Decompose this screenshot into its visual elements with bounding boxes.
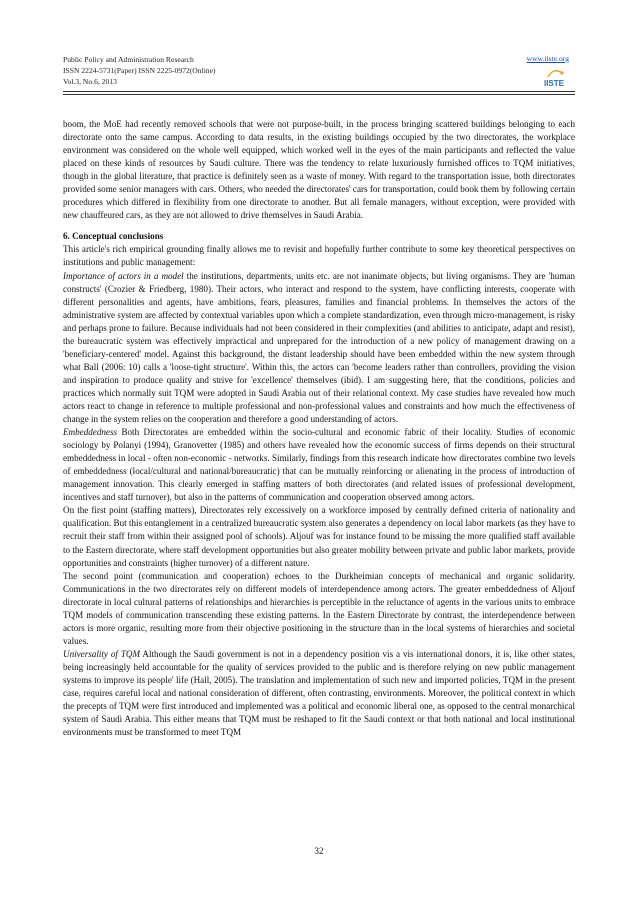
iiste-logo xyxy=(540,67,568,89)
paragraph-embeddedness xyxy=(63,426,575,504)
paragraph-intro: This article's rich empirical grounding finally allows me to revisit and hopefully further contribute to some key theoretical perspectives on institutions and public management: xyxy=(63,244,575,268)
volume-line: Vol.3, No.6, 2013 xyxy=(63,77,117,86)
header-rule-top xyxy=(63,91,575,92)
text-embeddedness: Both Directorates are embedded within the socio-cultural and economic fabric of their locality. Studies of economic sociology by Polanyi (1994), Granovetter (1985) and others have revealed how the economic success of firms depends on their structural embeddedness in local - often non-economic - networks. Similarly, findings from this research indicate how directorates combine two levels of embeddedness (local/cultural and national/bureaucratic) that can be mutually reinforcing or alienating in the process of introduction of management innovation. This clearly emerged in staffing matters of both directorates (and related issues of professional development, incentives and staff turnover), but also in the patterns of communication and cooperation observed among actors. xyxy=(63,427,575,503)
term-embeddedness: Embeddedness xyxy=(63,427,118,438)
article-body xyxy=(63,118,575,739)
issn-line: ISSN 2224-5731(Paper) ISSN 2225-0972(Online) xyxy=(63,66,216,75)
paragraph-universality xyxy=(63,648,575,739)
section-heading: 6. Conceptual conclusions xyxy=(63,231,164,242)
page-number: 32 xyxy=(314,846,324,856)
text-universality: Although the Saudi government is not in a dependency position vis a vis international donors, it is, like other states, being increasingly held accountable for the quality of services provided to the public and is therefore relying on new public management systems to improve its people' life (Hall, 2005). The translation and implementation of such new and imported policies, TQM in the present case, requires careful local and national consideration of different, often contrasting, environments. Moreover, the political context in which the precepts of TQM were first introduced and implemented was a political and economic liberal one, as opposed to the central monarchical system of Saudi Arabia. This either means that TQM must be reshaped to fit the Saudi context or that both national and local institutional environments must be transformed to meet TQM xyxy=(63,648,576,738)
paragraph-communication: The second point (communication and cooperation) echoes to the Durkheimian concepts of mechanical and organic solidarity. Communications in the two directorates rely on different models of interdependence among actors. The greater embeddedness of Aljouf directorate in local cultural patterns of relationships and hierarchies is perceptible in the reluctance of agents in the various units to embrace TQM models of communication transcending these existing patterns. In the Eastern Directorate by contrast, the interdependence between actors is more organic, resulting more from their objective positioning in the structure than in the local systems of hierarchies and societal values. xyxy=(63,570,575,646)
journal-header xyxy=(63,54,216,87)
paragraph-actors xyxy=(63,270,575,427)
header-rule-bottom xyxy=(63,94,575,95)
term-actors: Importance of actors in a model xyxy=(63,270,184,281)
journal-url-link[interactable]: www.iiste.org xyxy=(526,54,569,63)
paragraph-staffing: On the first point (staffing matters), Directorates rely excessively on a workforce imposed by centrally defined criteria of nationality and qualification. But this entanglement in a centralized bureaucratic system also generates a dependency on local labor markets (as they have to recruit their staff from within their assigned pool of schools). Aljouf was for instance found to be missing the more qualified staff available to the Eastern directorate, where staff development opportunities but also greater mobility between private and public labor markets, provide opportunities and constraints (higher turnover) of a different nature. xyxy=(63,505,575,568)
term-universality: Universality of TQM xyxy=(63,648,141,659)
text-actors: the institutions, departments, units etc. are not inanimate objects, but living organisms. They are 'human constructs' (Crozier & Friedberg, 1980). Their actors, who interact and respond to the system, have conflicting interests, cooperate with different personalities and agents, have ambitions, fears, pleasures, families and financial problems. In themselves the actors of the administrative system are affected by contextual variables upon which a complete standardization, even through micro-management, is risky and perhaps prone to failure. Because individuals had not been considered in their complexities (and abilities to anticipate, adapt and resist), the bureaucratic system was effectively impractical and unprepared for the introduction of a new policy of management drawing on a 'beneficiary-centered' model. Against this background, the distant leadership should have been embedded within the new system through what Ball (2006: 10) calls a 'loose-tight structure'. Within this, the actors can 'become leaders rather than controllers, providing the vision and inspiration to produce quality and strive for 'excellence' themselves (ibid). I am suggesting here, that the conditions, policies and practices which normally suit TQM were adopted in Saudi Arabia out of their relational context. My case studies have revealed how much actors react to change in reference to multiple professional and non-professional values and constraints and how much the effectiveness of change in the system relies on the cooperation and therefore a good understanding of actors. xyxy=(63,270,575,425)
logo-text: IISTE xyxy=(543,79,565,88)
journal-title: Public Policy and Administration Research xyxy=(63,55,194,64)
paragraph-transport: boom, the MoE had recently removed schools that were not purpose-built, in the process bringing scattered buildings belonging to each directorate onto the same campus. According to data results, in the existing buildings occupied by the two directorates, the workplace environment was considered on the whole well equipped, which worked well in the eyes of the main participants and reflected the value placed on these kinds of resources by Saudi culture. There was the tendency to relate luxuriously furnished offices to TQM initiatives, though in the global literature, that practice is definitely seen as a waste of money. With regard to the transportation issue, both directorates provided some senior managers with cars. Others, who needed the directorates' cars for transportation, could book them by following certain procedures which differed in flexibility from one directorate to another. But all female managers, without exception, were provided with new chauffeured cars, as they are not allowed to drive themselves in Saudi Arabia. xyxy=(63,119,575,221)
